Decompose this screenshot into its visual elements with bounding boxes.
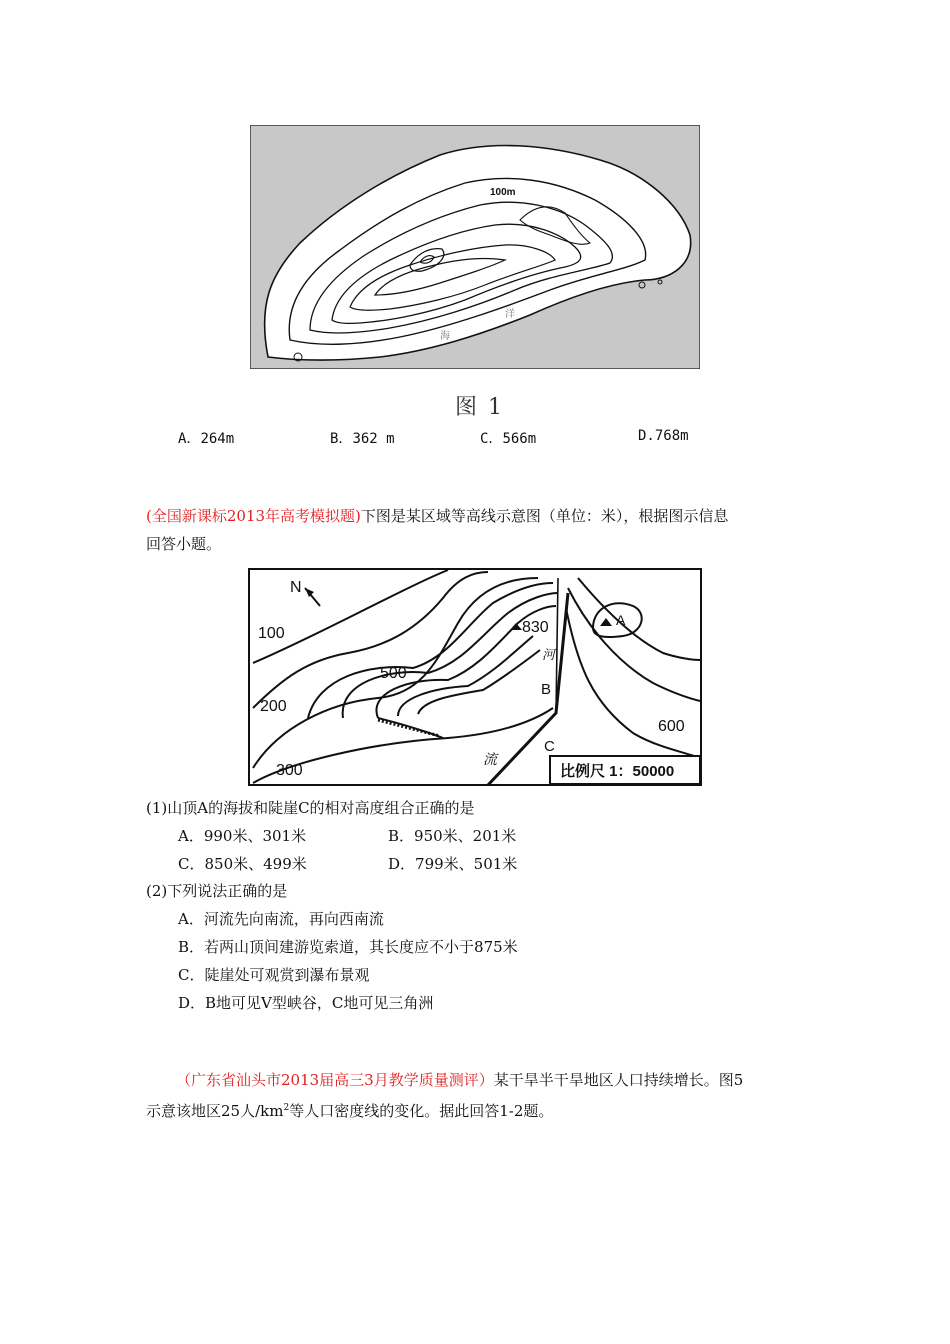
q2-sub2-option-a: A．河流先向南流，再向西南流: [178, 910, 384, 928]
q3-source: （广东省汕头市2013届高三3月教学质量测评）: [176, 1071, 494, 1089]
contour-label-300: 300: [276, 762, 303, 779]
q2-sub2-option-c: C．陡崖处可观赏到瀑布景观: [178, 966, 370, 984]
peak-830-label: 830: [522, 619, 549, 636]
river-label-1: 河: [542, 648, 556, 663]
point-b-label: B: [541, 681, 552, 698]
q3-intro: （广东省汕头市2013届高三3月教学质量测评）某干旱半干旱地区人口持续增长。图5 示意该地区25人$/km^2$等人口密度线的变化。据此回答1-2题。: [146, 1071, 744, 1120]
q2-sub1-option-a: A．990米、301米: [178, 827, 307, 845]
q2-sub1-option-c: C．850米、499米: [178, 855, 307, 873]
sea-label-2: 洋: [505, 309, 515, 320]
q2-sub1-option-b: B．950米、201米: [388, 827, 517, 845]
contour-label-600: 600: [658, 718, 685, 735]
figure-1-caption: 图 1: [455, 395, 504, 420]
peak-a-label: A: [616, 612, 626, 628]
fig1-option-d: D.768m: [638, 428, 689, 444]
q2-source: (全国新课标2013年高考模拟题): [146, 507, 361, 525]
contour-label-500: 500: [380, 665, 407, 682]
island-contour-map: [250, 125, 700, 369]
q2-sub2-option-b: B．若两山顶间建游览索道，其长度应不小于875米: [178, 938, 518, 956]
map-scale: 比例尺 1：50000: [560, 763, 675, 780]
north-arrow-label: N: [290, 579, 302, 596]
point-c-label: C: [544, 738, 555, 755]
contour-label-200: 200: [260, 698, 287, 715]
q2-sub2-option-d: D．B地可见V型峡谷，C地可见三角洲: [178, 994, 434, 1012]
contour-map: [248, 568, 702, 786]
fig1-option-b: B．362 m: [330, 431, 395, 447]
sea-label-1: 海: [440, 331, 450, 342]
q2-intro: (全国新课标2013年高考模拟题)下图是某区域等高线示意图（单位：米），根据图示信息 回答小题。: [146, 507, 729, 553]
q2-sub2-stem: (2)下列说法正确的是: [146, 882, 288, 900]
contour-label-100: 100: [258, 625, 285, 642]
river-label-2: 流: [483, 752, 497, 768]
contour-100m-label: 100m: [490, 187, 516, 198]
fig1-option-c: C．566m: [480, 431, 537, 447]
q2-sub1-stem: (1)山顶A的海拔和陡崖C的相对高度组合正确的是: [146, 799, 475, 817]
q2-sub1-option-d: D．799米、501米: [388, 855, 518, 873]
fig1-option-a: A．264m: [178, 431, 235, 447]
